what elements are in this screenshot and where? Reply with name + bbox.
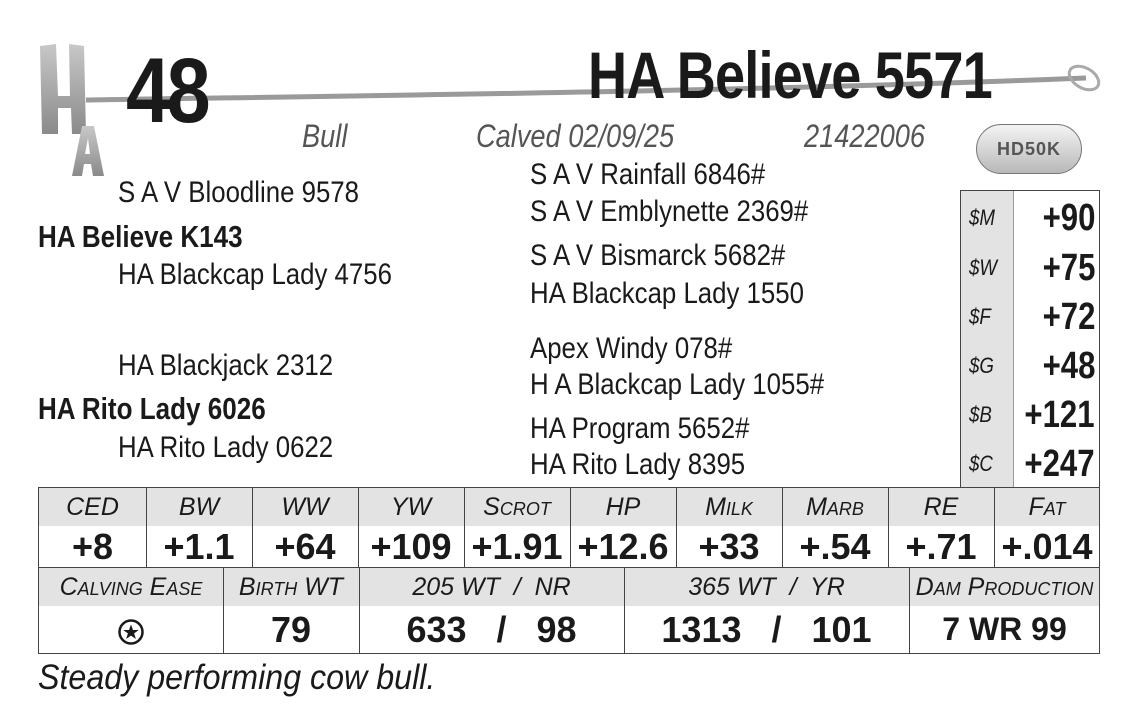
epd-header: Milk [705, 493, 753, 521]
index-value: +90 [1042, 197, 1095, 239]
epd-value: +8 [71, 526, 114, 567]
epd-header: CED [66, 493, 119, 521]
sire-dam-dam: HA Blackcap Lady 1550 [530, 277, 804, 310]
epd-value: +109 [370, 526, 452, 567]
epd-header: HP [605, 493, 641, 521]
star-circle-icon [118, 619, 144, 645]
epd-value: +64 [274, 526, 336, 567]
index-label: $C [969, 451, 993, 476]
animal-name: HA Believe 5571 [588, 38, 992, 112]
epd-value: +12.6 [577, 526, 669, 567]
index-value: +48 [1042, 345, 1095, 387]
epd-header: RE [923, 493, 959, 521]
epd-value: +.54 [799, 526, 871, 567]
dam-production-header: Dam Production [915, 573, 1094, 601]
dam-dam-sire: HA Program 5652# [530, 412, 750, 445]
epd-value: +.71 [905, 526, 977, 567]
sire-sire-dam: S A V Emblynette 2369# [530, 195, 809, 228]
dam-production-value: 7 WR 99 [942, 611, 1067, 647]
wt365-header: 365 WT / YR [688, 573, 845, 601]
index-row [961, 341, 1101, 391]
epd-header: YW [390, 493, 432, 521]
index-value: +72 [1042, 296, 1095, 338]
sire-dam: HA Blackcap Lady 4756 [118, 258, 392, 291]
index-row [961, 390, 1101, 440]
index-label: $F [969, 304, 991, 329]
index-row [961, 193, 1101, 243]
epd-value: +1.1 [163, 526, 235, 567]
calving-ease-header: Calving Ease [59, 573, 203, 601]
hd50k-badge [976, 124, 1082, 174]
sire-sire: S A V Bloodline 9578 [118, 176, 360, 209]
index-label: $G [969, 353, 994, 378]
wt205-value: 633 / 98 [406, 609, 577, 650]
index-label: $B [969, 402, 992, 427]
index-label: $W [969, 255, 998, 280]
epd-value: +33 [698, 526, 760, 567]
wt205-header: 205 WT / NR [412, 573, 571, 601]
lot-number: 48 [126, 40, 208, 142]
epd-header: BW [178, 493, 220, 521]
birth-wt-value: 79 [270, 609, 312, 650]
dam-sire: HA Blackjack 2312 [118, 349, 334, 382]
comment-text: Steady performing cow bull. [38, 658, 436, 697]
epd-header: WW [281, 493, 329, 521]
dam-sire-dam: H A Blackcap Lady 1055# [530, 368, 825, 401]
birth-wt-header: Birth WT [238, 573, 344, 601]
wt365-value: 1313 / 101 [661, 609, 872, 650]
registration-number: 21422006 [804, 118, 926, 154]
index-value: +247 [1024, 443, 1095, 485]
index-row [961, 292, 1101, 342]
epd-value: +1.91 [471, 526, 563, 567]
epd-header: Scrot [483, 493, 551, 521]
index-row [961, 243, 1101, 293]
calving-ease-value [39, 606, 223, 653]
index-value: +75 [1042, 247, 1095, 289]
hd50k-badge-text: HD50K [996, 138, 1062, 159]
index-label: $M [969, 205, 995, 230]
sire-sire-sire: S A V Rainfall 6846# [530, 158, 766, 191]
epd-header: Fat [1028, 493, 1066, 521]
sex-label: Bull [302, 118, 348, 154]
dam: HA Rito Lady 6026 [38, 391, 266, 426]
dam-dam: HA Rito Lady 0622 [118, 431, 334, 464]
sire-dam-sire: S A V Bismarck 5682# [530, 239, 786, 272]
dollar-index-panel [960, 190, 1100, 487]
index-row [961, 439, 1101, 489]
epd-value: +.014 [1001, 526, 1093, 567]
sire: HA Believe K143 [38, 219, 243, 254]
epd-header: Marb [806, 493, 864, 521]
calved-date: Calved 02/09/25 [476, 118, 675, 154]
performance-table [38, 568, 1100, 654]
dam-sire-sire: Apex Windy 078# [530, 332, 733, 365]
dam-dam-dam: HA Rito Lady 8395 [530, 448, 746, 481]
index-value: +121 [1024, 394, 1095, 436]
epd-table [38, 487, 1100, 568]
